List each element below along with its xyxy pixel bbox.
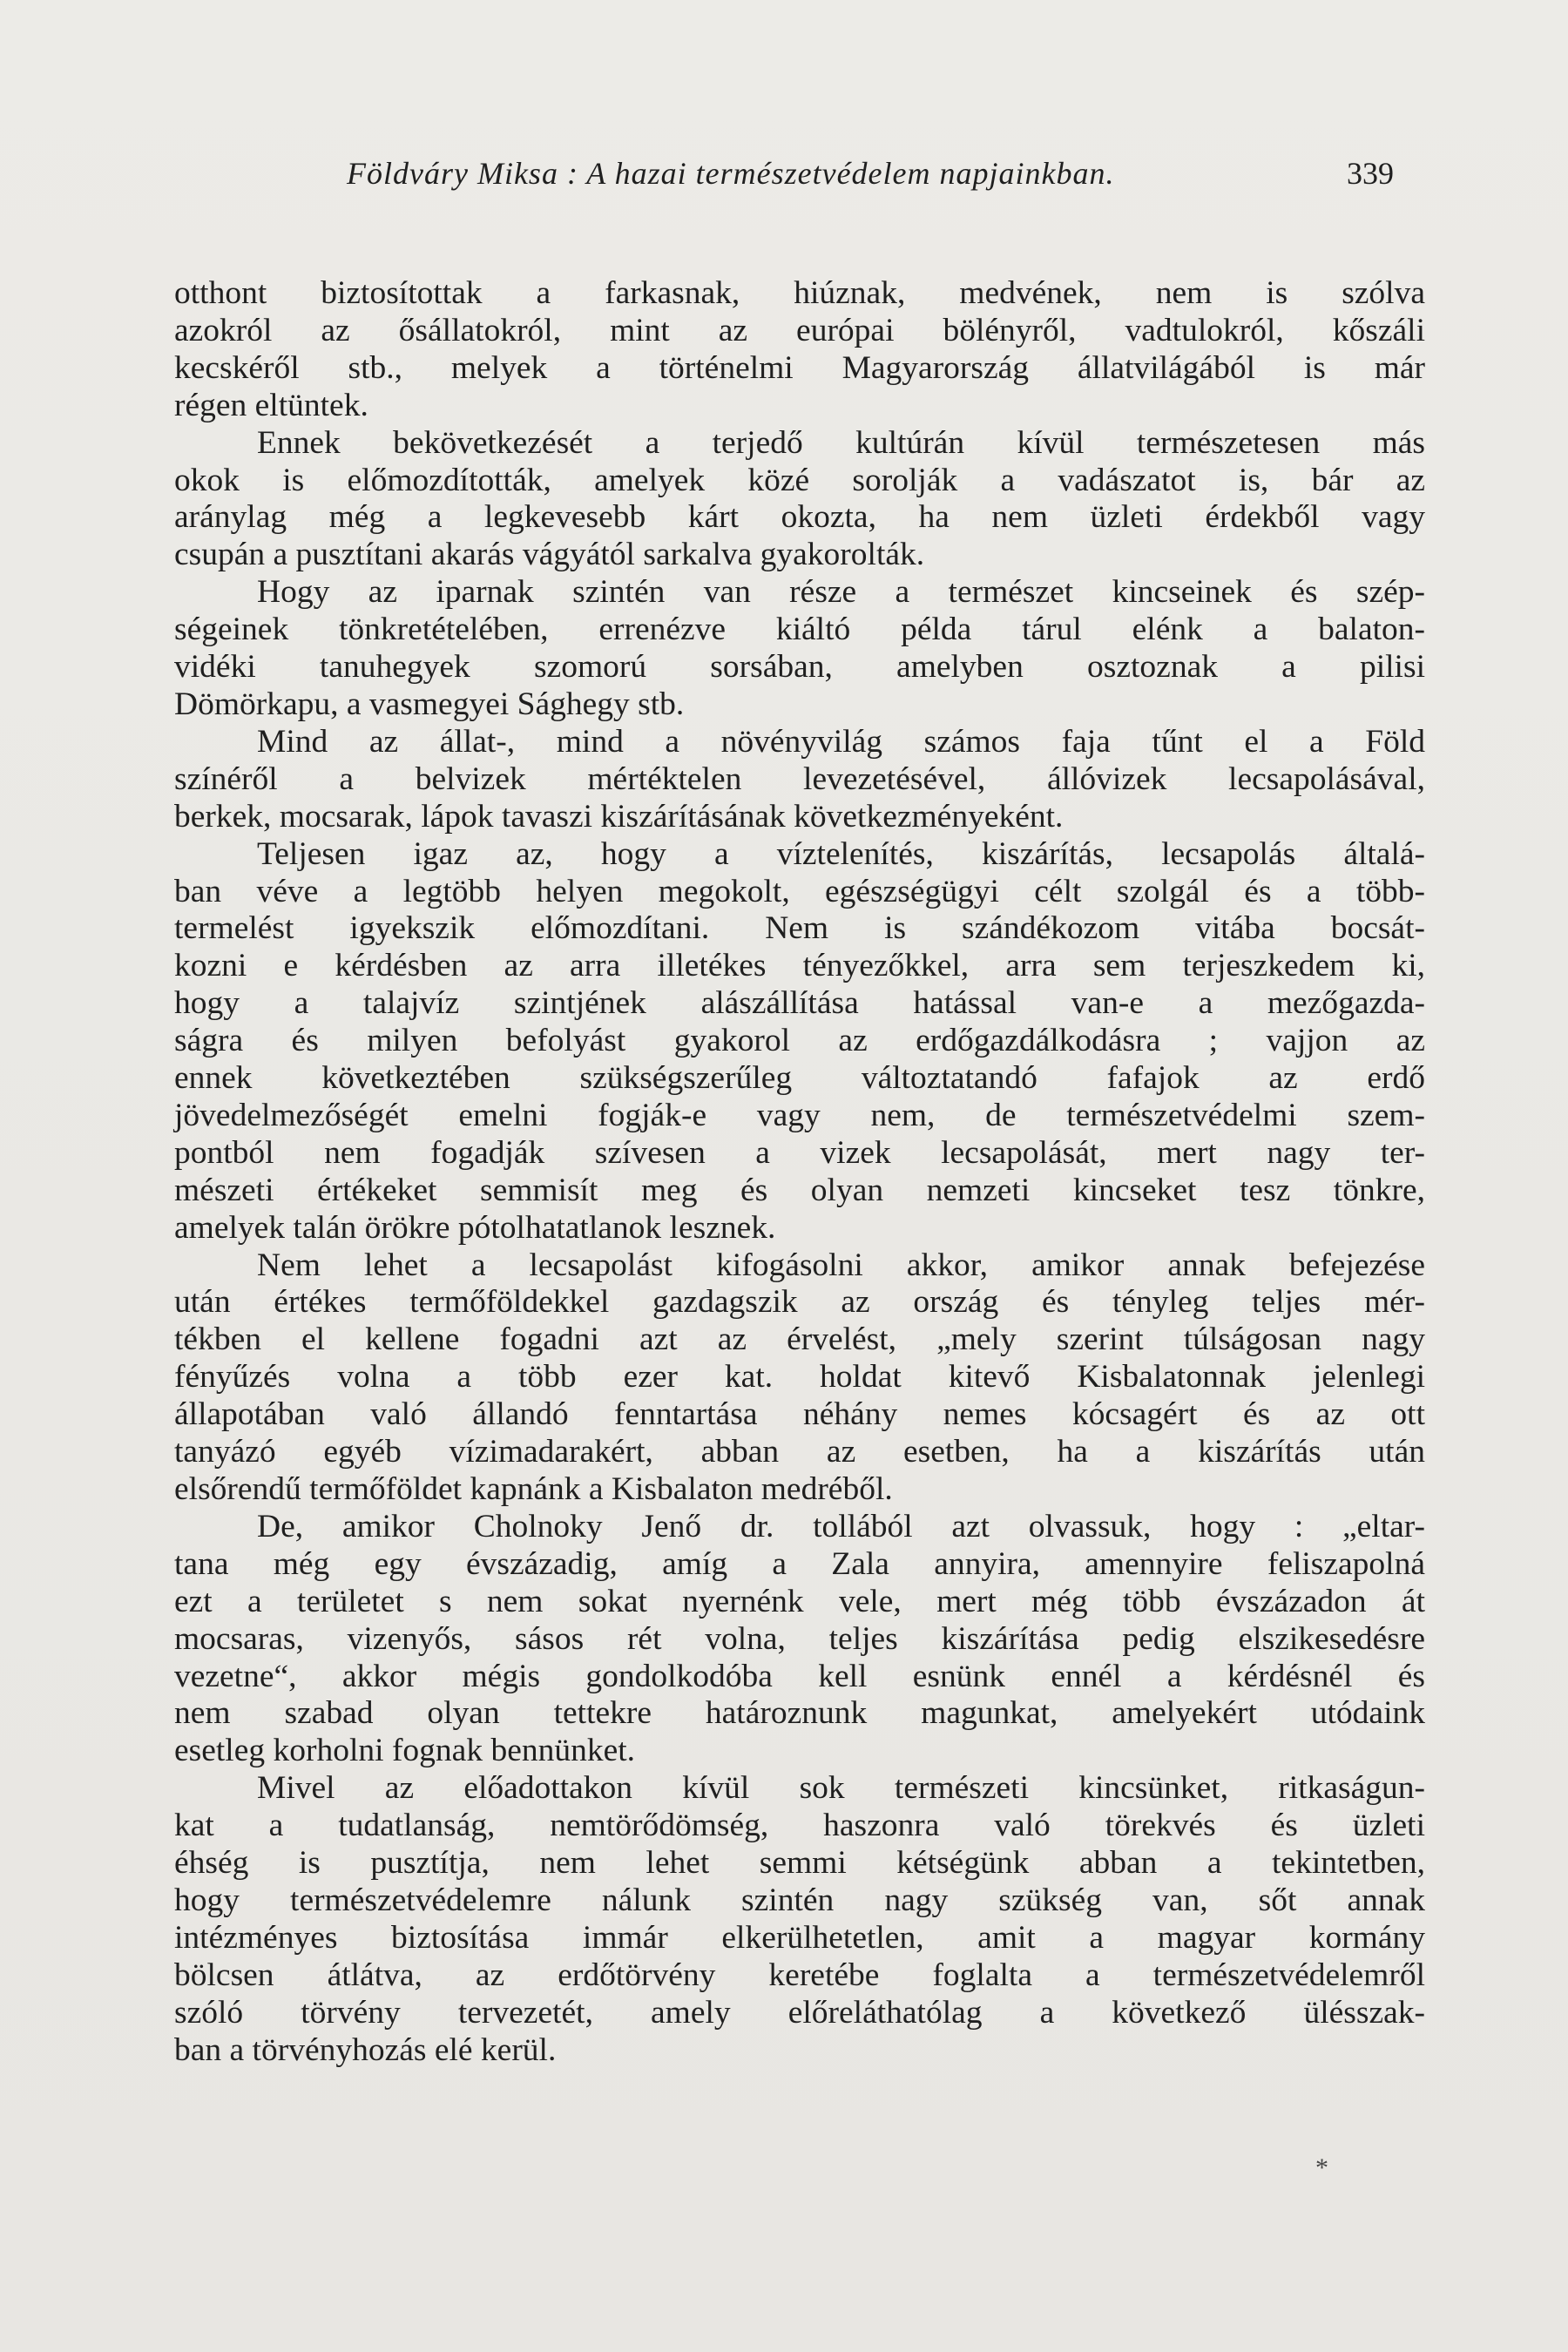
text-line: termelést igyekszik előmozdítani. Nem is szándékozom vitába bocsát- bbox=[174, 910, 1425, 947]
text-line: kat a tudatlanság, nemtörődömség, haszonra való törekvés és üzleti bbox=[174, 1808, 1425, 1844]
text-line: ezt a területet s nem sokat nyernénk vele, mert még több évszázadon át bbox=[174, 1583, 1425, 1619]
text-line: szóló törvény tervezetét, amely előreláthatólag a következő ülésszak- bbox=[174, 1994, 1425, 2031]
text-line: aránylag még a legkevesebb kárt okozta, ha nem üzleti érdekből vagy bbox=[174, 499, 1425, 536]
text-line: ennek következtében szükségszerűleg változtatandó fafajok az erdő bbox=[174, 1060, 1425, 1097]
text-line: intézményes biztosítása immár elkerülhetetlen, amit a magyar kormány bbox=[174, 1919, 1425, 1956]
text-line: hogy természetvédelemre nálunk szintén nagy szükség van, sőt annak bbox=[174, 1882, 1425, 1918]
text-line: Ennek bekövetkezését a terjedő kultúrán kívül természetesen más bbox=[257, 424, 1425, 461]
page-number: 339 bbox=[1347, 156, 1394, 191]
text-line: Mivel az előadottakon kívül sok természeti kincsünket, ritkaságun- bbox=[257, 1770, 1425, 1807]
text-line: tana még egy évszázadig, amíg a Zala annyira, amennyire feliszapolná bbox=[174, 1545, 1425, 1582]
text-line: után értékes termőföldekkel gazdagszik az ország és tényleg teljes mér- bbox=[174, 1284, 1425, 1321]
running-title: Földváry Miksa : A hazai természetvédelem napjainkban. bbox=[347, 156, 1115, 191]
text-line: tékben el kellene fogadni azt az érvelést, „mely szerint túlságosan nagy bbox=[174, 1321, 1425, 1358]
text-line: nem szabad olyan tettekre határoznunk magunkat, amelyekért utódaink bbox=[174, 1695, 1425, 1732]
text-line: azokról az ősállatokról, mint az európai bölényről, vadtulokról, kőszáli bbox=[174, 312, 1425, 348]
text-line: ban a törvényhozás elé kerül. bbox=[174, 2031, 557, 2068]
text-line: mocsaras, vizenyős, sásos rét volna, teljes kiszárítása pedig elszikesedésre bbox=[174, 1620, 1425, 1657]
text-line: ségeinek tönkretételében, errenézve kiáltó példa tárul elénk a balaton- bbox=[174, 612, 1425, 648]
text-line: okok is előmozdították, amelyek közé sorolják a vadászatot is, bár az bbox=[174, 462, 1425, 498]
text-line: fényűzés volna a több ezer kat. holdat kitevő Kisbalatonnak jelenlegi bbox=[174, 1359, 1425, 1396]
text-line: ban véve a legtöbb helyen megokolt, egészségügyi célt szolgál és a több- bbox=[174, 873, 1425, 909]
text-line: hogy a talajvíz szintjének alászállítása hatással van-e a mezőgazda- bbox=[174, 985, 1425, 1022]
text-line: Nem lehet a lecsapolást kifogásolni akkor, amikor annak befejezése bbox=[257, 1247, 1425, 1283]
text-line: állapotában való állandó fenntartása néhány nemes kócsagért és az ott bbox=[174, 1396, 1425, 1433]
text-line: ságra és milyen befolyást gyakorol az erdőgazdálkodásra ; vajjon az bbox=[174, 1023, 1425, 1059]
text-line: mészeti értékeket semmisít meg és olyan nemzeti kincseket tesz tönkre, bbox=[174, 1172, 1425, 1208]
text-line: Teljesen igaz az, hogy a víztelenítés, kiszárítás, lecsapolás általá- bbox=[257, 835, 1425, 872]
text-line: kozni e kérdésben az arra illetékes tényezőkkel, arra sem terjeszkedem ki, bbox=[174, 948, 1425, 984]
text-line: tanyázó egyéb vízimadarakért, abban az esetben, ha a kiszárítás után bbox=[174, 1434, 1425, 1470]
body-text bbox=[174, 275, 1425, 2070]
text-line: amelyek talán örökre pótolhatatlanok lesznek. bbox=[174, 1209, 776, 1246]
end-asterisk: * bbox=[1315, 2153, 1328, 2182]
text-line: vidéki tanuhegyek szomorú sorsában, amelyben osztoznak a pilisi bbox=[174, 649, 1425, 686]
text-line: berkek, mocsarak, lápok tavaszi kiszárításának következményeként. bbox=[174, 798, 1064, 835]
text-line: színéről a belvizek mértéktelen levezetésével, állóvizek lecsapolásával, bbox=[174, 760, 1425, 797]
text-line: elsőrendű termőföldet kapnánk a Kisbalaton medréből. bbox=[174, 1471, 893, 1507]
text-line: kecskéről stb., melyek a történelmi Magyarország állatvilágából is már bbox=[174, 349, 1425, 386]
text-line: vezetne“, akkor mégis gondolkodóba kell esnünk ennél a kérdésnél és bbox=[174, 1658, 1425, 1694]
text-line: éhség is pusztítja, nem lehet semmi kétségünk abban a tekintetben, bbox=[174, 1845, 1425, 1882]
text-line: otthont biztosítottak a farkasnak, hiúznak, medvének, nem is szólva bbox=[174, 275, 1425, 311]
text-line: esetleg korholni fognak bennünket. bbox=[174, 1733, 636, 1769]
text-line: pontból nem fogadják szívesen a vizek lecsapolását, mert nagy ter- bbox=[174, 1134, 1425, 1171]
text-line: jövedelmezőségét emelni fogják-e vagy nem, de természetvédelmi szem- bbox=[174, 1097, 1425, 1133]
text-line: csupán a pusztítani akarás vágyától sarkalva gyakorolták. bbox=[174, 537, 925, 573]
text-line: régen eltüntek. bbox=[174, 387, 368, 423]
text-line: Hogy az iparnak szintén van része a természet kincseinek és szép- bbox=[257, 574, 1425, 611]
text-line: Dömörkapu, a vasmegyei Sághegy stb. bbox=[174, 686, 685, 722]
text-line: De, amikor Cholnoky Jenő dr. tollából azt olvassuk, hogy : „eltar- bbox=[257, 1508, 1425, 1544]
text-line: bölcsen átlátva, az erdőtörvény keretébe foglalta a természetvédelemről bbox=[174, 1957, 1425, 1993]
text-line: Mind az állat-, mind a növényvilág számos faja tűnt el a Föld bbox=[257, 723, 1425, 760]
running-head bbox=[174, 155, 1394, 199]
